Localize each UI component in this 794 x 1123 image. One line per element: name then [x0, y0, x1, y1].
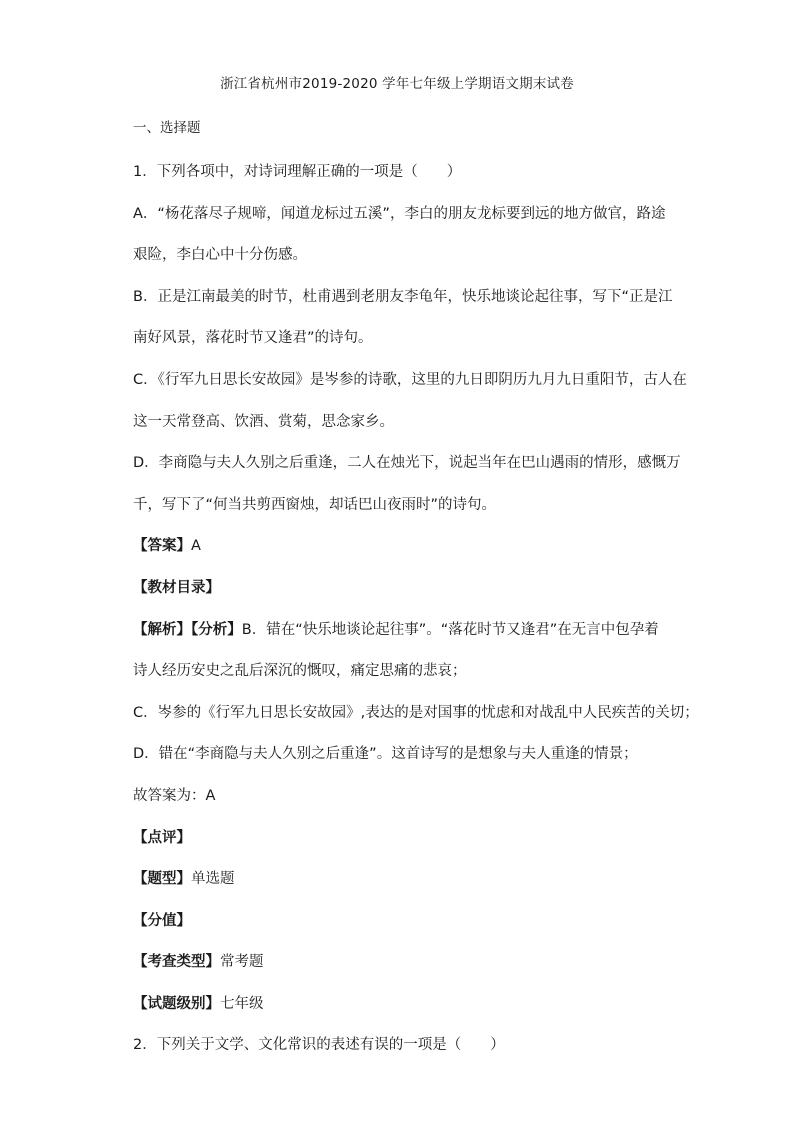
type-value: 单选题 [191, 871, 235, 888]
question-1-stem: 1．下列各项中，对诗词理解正确的一项是（ ） [133, 164, 462, 180]
option-a-line-2: 艰险，李白心中十分伤感。 [133, 247, 307, 264]
level-tag: 【试题级别】 [133, 995, 220, 1012]
section-heading: 一、选择题 [133, 120, 201, 136]
answer-tag: 【答案】 [133, 538, 191, 555]
answer-value: A [191, 538, 201, 555]
type-tag: 【题型】 [133, 871, 191, 888]
option-d-line-1: D．李商隐与夫人久别之后重逢，二人在烛光下，说起当年在巴山遇雨的情形，感慨万 [133, 455, 681, 472]
level-value: 七年级 [220, 995, 264, 1012]
option-b-line-1: B．正是江南最美的时节，杜甫遇到老朋友李龟年，快乐地谈论起往事，写下“正是江 [133, 288, 673, 305]
question-2-stem: 2．下列关于文学、文化常识的表述有误的一项是（ ） [133, 1037, 505, 1054]
analysis-line-3: C．岑参的《行军九日思长安故园》,表达的是对国事的忧虑和对战乱中人民疾苦的关切； [133, 704, 699, 721]
score-row [133, 901, 673, 943]
option-c-line-1: C．《行军九日思长安故园》是岑参的诗歌，这里的九日即阴历九月九日重阳节，古人在 [133, 371, 687, 388]
category-value: 常考题 [220, 954, 264, 971]
category-tag: 【考查类型】 [133, 954, 220, 971]
analysis-row [133, 610, 673, 652]
page-title: 浙江省杭州市2019-2020 学年七年级上学期语文期末试卷 [220, 76, 574, 92]
option-b-line-2: 南好风景，落花时节又逢君”的诗句。 [133, 330, 373, 347]
level-row [133, 984, 673, 1026]
analysis-line-1: B．错在“快乐地谈论起往事”。“落花时节又逢君”在无言中包孕着 [241, 621, 659, 638]
textbook-row [133, 568, 673, 610]
type-row [133, 859, 673, 901]
option-c-line-2: 这一天常登高、饮酒、赏菊，思念家乡。 [133, 413, 394, 430]
comment-row [133, 818, 673, 860]
category-row [133, 942, 673, 984]
analysis-line-4: D．错在“李商隐与夫人久别之后重逢”。这首诗写的是想象与夫人重逢的情景； [133, 746, 638, 763]
question-content [133, 152, 699, 1067]
analysis-tag: 【解析】【分析】 [133, 621, 242, 638]
answer-row [133, 526, 673, 568]
option-a-line-1: A．“杨花落尽子规啼，闻道龙标过五溪”，李白的朋友龙标要到远的地方做官，路途 [133, 205, 666, 222]
textbook-tag: 【教材目录】 [133, 579, 220, 596]
option-d-line-2: 千，写下了“何当共剪西窗烛，却话巴山夜雨时”的诗句。 [133, 496, 497, 513]
score-tag: 【分值】 [133, 912, 191, 929]
conclusion: 故答案为：A [133, 787, 216, 804]
comment-tag: 【点评】 [133, 829, 191, 846]
analysis-line-2: 诗人经历安史之乱后深沉的慨叹，痛定思痛的悲哀； [133, 663, 467, 680]
